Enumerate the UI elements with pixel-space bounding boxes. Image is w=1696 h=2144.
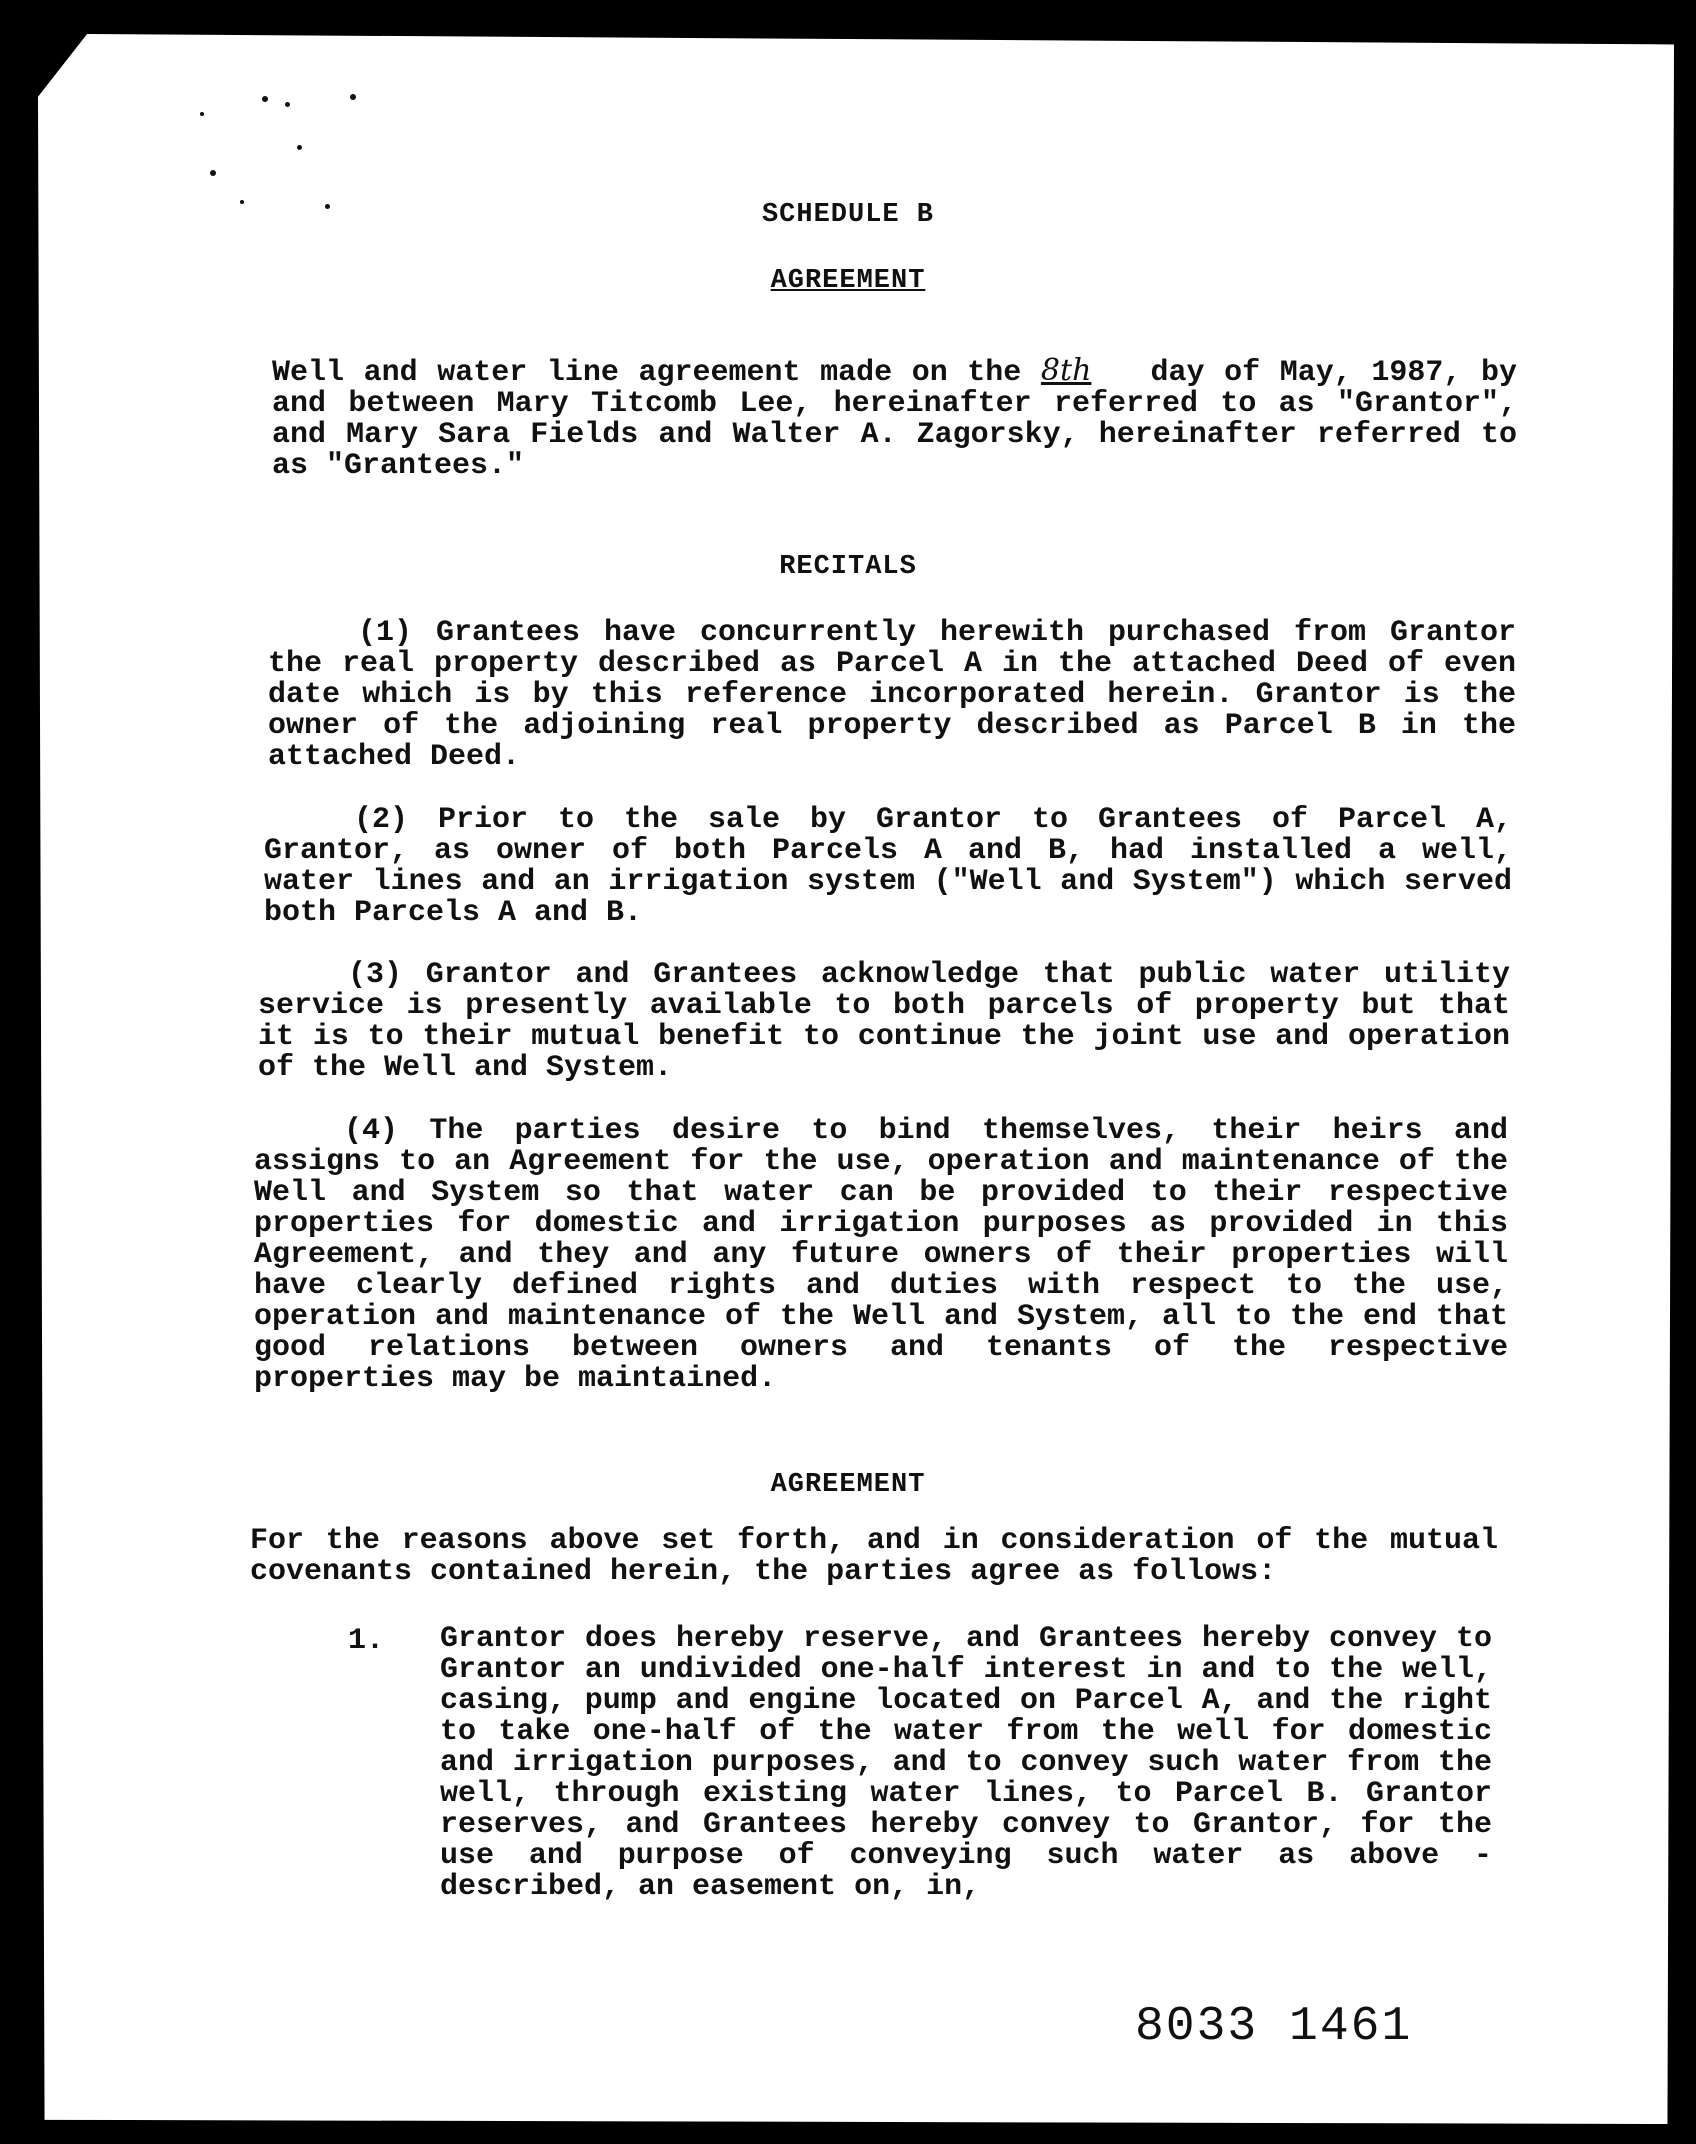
handwritten-date: 8th [1040, 353, 1092, 388]
recital-1: (1) Grantees have concurrently herewith purchased from Grantor the real property described as Parcel A in the attached Deed of even date which is by this reference incorporated herein. Grantor is the owner of the adjoining real property described as Parcel B in the attached Deed. [268, 616, 1516, 774]
agreement-heading [0, 1470, 1696, 1500]
recitals-heading [0, 552, 1696, 582]
schedule-title [0, 200, 1696, 230]
intro-after-date: day of May, 1987, by and between Mary Titcomb Lee, hereinafter referred to as "Grantor", and Mary Sara Fields and Walter A. Zagorsky, hereinafter referred to as "Grantees." [272, 356, 1517, 483]
item-1-number: 1. [348, 1624, 385, 1658]
agreement-heading-text: AGREEMENT [770, 1470, 926, 1500]
scan-speck [200, 112, 204, 116]
agreement-intro: For the reasons above set forth, and in consideration of the mutual covenants contained herein, the parties agree as follows: [250, 1524, 1498, 1589]
agreement-title-text: AGREEMENT [770, 266, 926, 296]
recital-3: (3) Grantor and Grantees acknowledge that public water utility service is presently available to both parcels of property but that it is to their mutual benefit to continue the joint use and operation of the Well and System. [258, 958, 1510, 1085]
item-1-text: Grantor does hereby reserve, and Grantees hereby convey to Grantor an undivided one-half interest in and to the well, casing, pump and engine located on Parcel A, and the right to take one-half of the water from the well for domestic and irrigation purposes, and to convey such water from the well, through existing water lines, to Parcel B. Grantor reserves, and Grantees hereby convey to Grantor, for the use and purpose of conveying such water as above - described, an easement on, in, [440, 1622, 1492, 1904]
intro-before-date: Well and water line agreement made on the [272, 356, 1022, 390]
recitals-heading-text: RECITALS [779, 552, 917, 582]
agreement-title [0, 266, 1696, 296]
scan-speck [210, 170, 216, 176]
recital-4: (4) The parties desire to bind themselves, their heirs and assigns to an Agreement for the use, operation and maintenance of the Well and System so that water can be provided to their respective properties for domestic and irrigation purposes as provided in this Agreement, and they and any future owners of their properties will have clearly defined rights and duties with respect to the use, operation and maintenance of the Well and System, all to the end that good relations between owners and tenants of the respective properties may be maintained. [254, 1114, 1508, 1396]
scan-speck [297, 145, 302, 150]
scan-speck [350, 94, 356, 100]
scan-speck [262, 96, 268, 102]
intro-paragraph [272, 355, 1517, 482]
schedule-title-text: SCHEDULE B [761, 200, 935, 230]
document-page-number: 8033 1461 [1135, 2000, 1413, 2054]
scan-speck [285, 102, 290, 107]
recital-2: (2) Prior to the sale by Grantor to Grantees of Parcel A, Grantor, as owner of both Parcels A and B, had installed a well, water lines and an irrigation system ("Well and System") which served both Parcels A and B. [264, 803, 1512, 930]
